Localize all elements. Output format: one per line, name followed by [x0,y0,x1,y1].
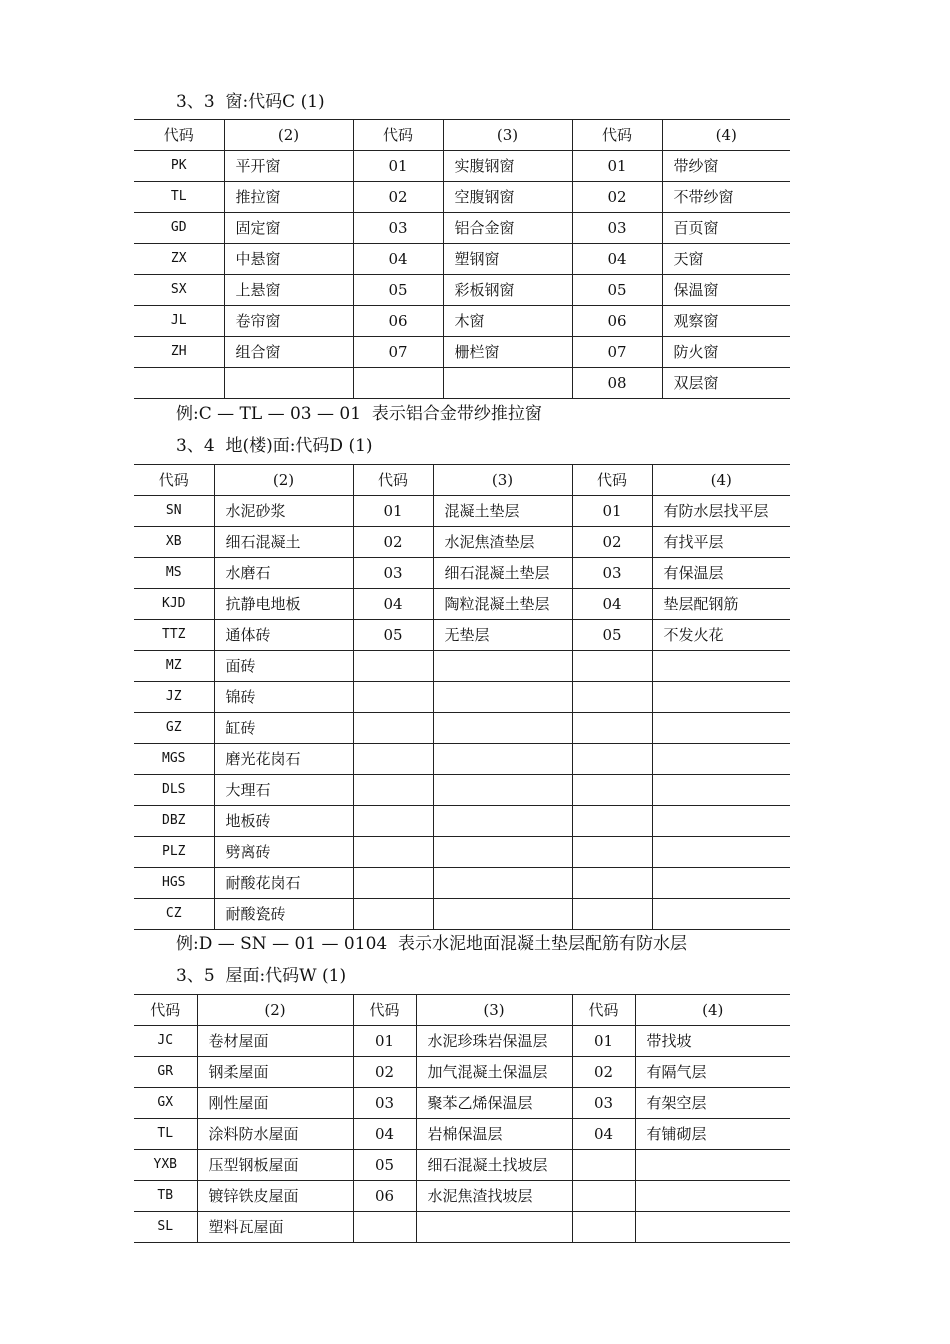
column-header: 代码 [353,995,416,1026]
table-row [134,1119,790,1150]
code-cell: 03 [353,1088,416,1119]
description-cell [652,837,790,868]
code-cell: 01 [572,496,652,527]
description-cell: 防火窗 [662,337,790,368]
code-cell: 03 [572,213,662,244]
description-cell: 塑料瓦屋面 [197,1212,353,1243]
code-cell: 06 [353,1181,416,1212]
code-cell: DBZ [134,806,214,837]
table-row [134,368,790,399]
table-row [134,744,790,775]
floor-code-table [134,464,790,930]
description-cell: 有隔气层 [635,1057,790,1088]
description-cell: 木窗 [443,306,572,337]
code-cell [353,651,433,682]
code-cell: SX [134,275,224,306]
description-cell [433,713,572,744]
code-cell: KJD [134,589,214,620]
code-cell: PK [134,151,224,182]
description-cell: 水磨石 [214,558,353,589]
description-cell: 卷帘窗 [224,306,353,337]
description-cell: 不发火花 [652,620,790,651]
code-cell: 04 [353,1119,416,1150]
description-cell: 面砖 [214,651,353,682]
description-cell: 钢柔屋面 [197,1057,353,1088]
code-cell: 01 [353,1026,416,1057]
description-cell [652,775,790,806]
description-cell: 加气混凝土保温层 [416,1057,572,1088]
description-cell [433,744,572,775]
section-heading-windows: 3、3 窗:代码C (1) [176,92,325,112]
code-cell [572,1150,635,1181]
description-cell: 聚苯乙烯保温层 [416,1088,572,1119]
section-heading-roofs: 3、5 屋面:代码W (1) [176,966,347,986]
code-cell: GD [134,213,224,244]
description-cell: 卷材屋面 [197,1026,353,1057]
code-cell: 04 [572,1119,635,1150]
table-row [134,151,790,182]
code-cell: MZ [134,651,214,682]
column-header: (2) [214,465,353,496]
code-cell: 05 [353,620,433,651]
description-cell [652,744,790,775]
table-row [134,527,790,558]
table-row [134,244,790,275]
description-cell [433,775,572,806]
example-windows: 例:C — TL — 03 — 01 表示铝合金带纱推拉窗 [176,404,542,424]
code-cell: 03 [353,558,433,589]
description-cell: 组合窗 [224,337,353,368]
code-cell [353,806,433,837]
description-cell: 上悬窗 [224,275,353,306]
code-cell: JC [134,1026,197,1057]
column-header: (4) [635,995,790,1026]
section-heading-floors: 3、4 地(楼)面:代码D (1) [176,436,373,456]
description-cell: 塑钢窗 [443,244,572,275]
description-cell: 劈离砖 [214,837,353,868]
table-row [134,1212,790,1243]
example-floors: 例:D — SN — 01 — 0104 表示水泥地面混凝土垫层配筋有防水层 [176,934,688,954]
code-cell: 05 [353,275,443,306]
column-header: (3) [433,465,572,496]
code-cell: HGS [134,868,214,899]
description-cell [652,899,790,930]
code-cell: 04 [572,589,652,620]
code-cell [353,713,433,744]
table-row [134,713,790,744]
code-cell: GZ [134,713,214,744]
description-cell: 缸砖 [214,713,353,744]
description-cell: 涂料防水屋面 [197,1119,353,1150]
code-cell: TTZ [134,620,214,651]
description-cell: 水泥焦渣找坡层 [416,1181,572,1212]
column-header: (2) [224,120,353,151]
code-cell: 06 [353,306,443,337]
table-row [134,275,790,306]
description-cell: 细石混凝土 [214,527,353,558]
description-cell: 有找平层 [652,527,790,558]
code-cell: 05 [572,275,662,306]
column-header: 代码 [353,120,443,151]
code-cell: 07 [572,337,662,368]
description-cell: 中悬窗 [224,244,353,275]
table-row [134,775,790,806]
description-cell [652,713,790,744]
table-row [134,682,790,713]
description-cell [652,806,790,837]
table-row [134,1181,790,1212]
column-header: 代码 [572,465,652,496]
code-cell: 04 [353,589,433,620]
code-cell [572,713,652,744]
code-cell: 02 [353,182,443,213]
description-cell: 空腹钢窗 [443,182,572,213]
code-cell: 01 [353,496,433,527]
code-cell [353,1212,416,1243]
code-cell: ZX [134,244,224,275]
code-cell: CZ [134,899,214,930]
code-cell [353,682,433,713]
code-cell: TL [134,182,224,213]
header-row [134,995,790,1026]
description-cell: 推拉窗 [224,182,353,213]
code-cell [572,775,652,806]
description-cell [635,1150,790,1181]
code-cell [572,682,652,713]
code-cell: YXB [134,1150,197,1181]
description-cell: 锦砖 [214,682,353,713]
description-cell: 百页窗 [662,213,790,244]
description-cell: 刚性屋面 [197,1088,353,1119]
code-cell [353,837,433,868]
code-cell: 05 [353,1150,416,1181]
description-cell: 镀锌铁皮屋面 [197,1181,353,1212]
code-cell: MS [134,558,214,589]
description-cell [635,1181,790,1212]
code-cell [353,775,433,806]
code-cell: 02 [353,527,433,558]
code-cell: ZH [134,337,224,368]
column-header: 代码 [572,995,635,1026]
description-cell: 细石混凝土找坡层 [416,1150,572,1181]
code-cell: 01 [572,1026,635,1057]
description-cell: 观察窗 [662,306,790,337]
roof-code-table [134,994,790,1243]
code-cell: 08 [572,368,662,399]
code-cell: 07 [353,337,443,368]
description-cell: 水泥焦渣垫层 [433,527,572,558]
description-cell [433,899,572,930]
description-cell: 双层窗 [662,368,790,399]
description-cell [635,1212,790,1243]
description-cell [652,868,790,899]
table-row [134,182,790,213]
header-row [134,120,790,151]
description-cell: 有防水层找平层 [652,496,790,527]
description-cell: 彩板钢窗 [443,275,572,306]
description-cell: 岩棉保温层 [416,1119,572,1150]
code-cell [353,368,443,399]
description-cell: 压型钢板屋面 [197,1150,353,1181]
description-cell: 实腹钢窗 [443,151,572,182]
column-header: 代码 [353,465,433,496]
code-cell: SN [134,496,214,527]
description-cell: 水泥砂浆 [214,496,353,527]
description-cell: 有铺砌层 [635,1119,790,1150]
description-cell: 抗静电地板 [214,589,353,620]
code-cell: 06 [572,306,662,337]
window-code-table [134,119,790,399]
description-cell [433,837,572,868]
description-cell [416,1212,572,1243]
table-row [134,837,790,868]
description-cell: 混凝土垫层 [433,496,572,527]
description-cell: 不带纱窗 [662,182,790,213]
table-row [134,1057,790,1088]
code-cell: TL [134,1119,197,1150]
description-cell [652,682,790,713]
description-cell: 耐酸瓷砖 [214,899,353,930]
column-header: (4) [652,465,790,496]
column-header: (3) [416,995,572,1026]
description-cell: 耐酸花岗石 [214,868,353,899]
table-row [134,620,790,651]
table-row [134,496,790,527]
code-cell: 02 [572,1057,635,1088]
description-cell: 固定窗 [224,213,353,244]
code-cell [353,744,433,775]
description-cell: 通体砖 [214,620,353,651]
code-cell: TB [134,1181,197,1212]
code-cell: 04 [572,244,662,275]
description-cell: 带找坡 [635,1026,790,1057]
code-cell: 03 [353,213,443,244]
code-cell [572,1212,635,1243]
code-cell: JL [134,306,224,337]
code-cell: SL [134,1212,197,1243]
description-cell: 无垫层 [433,620,572,651]
code-cell: GR [134,1057,197,1088]
code-cell [353,899,433,930]
table-row [134,306,790,337]
code-cell [572,744,652,775]
code-cell: GX [134,1088,197,1119]
code-cell: PLZ [134,837,214,868]
table-row [134,1088,790,1119]
code-cell: 03 [572,558,652,589]
table-row [134,1026,790,1057]
description-cell: 地板砖 [214,806,353,837]
code-cell: 02 [353,1057,416,1088]
column-header: (2) [197,995,353,1026]
description-cell: 平开窗 [224,151,353,182]
code-cell [353,868,433,899]
column-header: 代码 [134,465,214,496]
description-cell: 保温窗 [662,275,790,306]
description-cell [433,868,572,899]
column-header: 代码 [134,995,197,1026]
code-cell: XB [134,527,214,558]
code-cell: MGS [134,744,214,775]
code-cell [572,806,652,837]
description-cell [443,368,572,399]
code-cell: 05 [572,620,652,651]
code-cell: 04 [353,244,443,275]
code-cell [134,368,224,399]
description-cell: 垫层配钢筋 [652,589,790,620]
description-cell: 磨光花岗石 [214,744,353,775]
column-header: 代码 [134,120,224,151]
code-cell [572,837,652,868]
code-cell: 03 [572,1088,635,1119]
table-row [134,589,790,620]
table-row [134,213,790,244]
code-cell: JZ [134,682,214,713]
code-cell: 01 [572,151,662,182]
description-cell: 大理石 [214,775,353,806]
table-row [134,337,790,368]
description-cell [433,651,572,682]
code-cell: 01 [353,151,443,182]
code-cell [572,1181,635,1212]
header-row [134,465,790,496]
description-cell: 细石混凝土垫层 [433,558,572,589]
table-row [134,1150,790,1181]
column-header: 代码 [572,120,662,151]
column-header: (3) [443,120,572,151]
description-cell [224,368,353,399]
code-cell: DLS [134,775,214,806]
code-cell [572,651,652,682]
table-row [134,899,790,930]
table-row [134,558,790,589]
description-cell: 有架空层 [635,1088,790,1119]
code-cell: 02 [572,527,652,558]
description-cell: 陶粒混凝土垫层 [433,589,572,620]
column-header: (4) [662,120,790,151]
description-cell [433,806,572,837]
description-cell [433,682,572,713]
description-cell: 铝合金窗 [443,213,572,244]
table-row [134,651,790,682]
code-cell [572,868,652,899]
table-row [134,806,790,837]
description-cell: 有保温层 [652,558,790,589]
code-cell [572,899,652,930]
description-cell: 天窗 [662,244,790,275]
description-cell: 带纱窗 [662,151,790,182]
description-cell [652,651,790,682]
table-row [134,868,790,899]
description-cell: 水泥珍珠岩保温层 [416,1026,572,1057]
code-cell: 02 [572,182,662,213]
description-cell: 栅栏窗 [443,337,572,368]
